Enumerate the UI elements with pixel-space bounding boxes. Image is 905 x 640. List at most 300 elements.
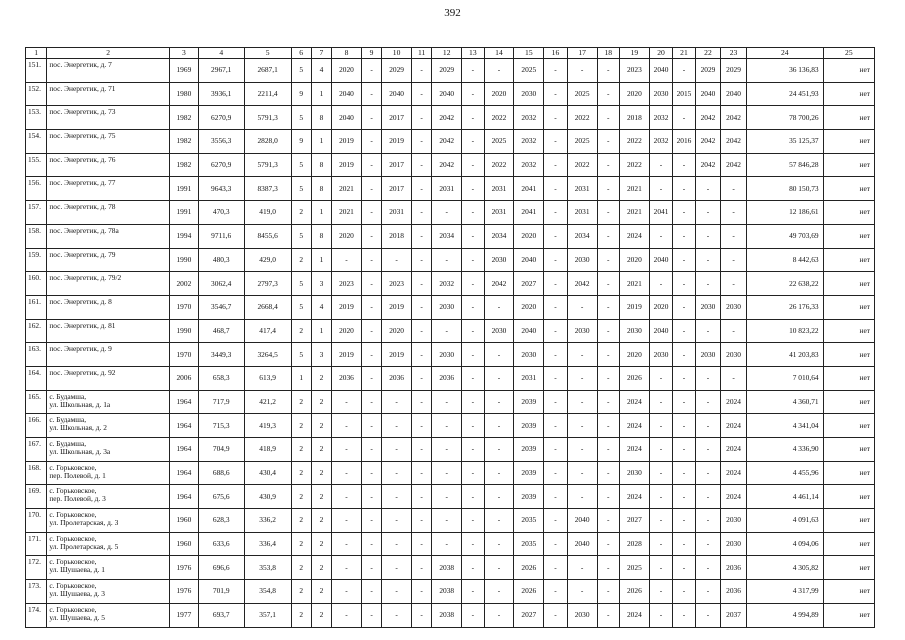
row-number: 172. [26, 556, 47, 580]
value-cell: 2022 [567, 106, 597, 130]
value-cell: 336,2 [244, 509, 291, 533]
value-cell: - [721, 201, 747, 225]
value-cell: 2 [291, 248, 311, 272]
table-row [26, 461, 875, 485]
value-cell: - [462, 532, 484, 556]
row-number: 162. [26, 319, 47, 343]
value-cell: - [432, 248, 462, 272]
value-cell: - [361, 343, 381, 367]
value-cell: 2025 [484, 130, 514, 154]
value-cell: - [361, 224, 381, 248]
value-cell: - [544, 485, 567, 509]
value-cell: - [432, 461, 462, 485]
value-cell: - [462, 319, 484, 343]
value-cell: 2030 [695, 343, 721, 367]
value-cell: - [695, 366, 721, 390]
value-cell: 2041 [649, 201, 672, 225]
value-cell: - [462, 390, 484, 414]
cost-cell: 4 317,99 [746, 580, 823, 604]
value-cell: 5 [291, 59, 311, 83]
value-cell: - [382, 532, 412, 556]
value-cell: - [544, 414, 567, 438]
address-cell [47, 603, 170, 627]
value-cell: 704,9 [198, 438, 244, 462]
value-cell: 2026 [514, 580, 544, 604]
value-cell: 2042 [432, 130, 462, 154]
row-number: 168. [26, 461, 47, 485]
address-line: с. Горьковское, [49, 581, 97, 591]
value-cell: - [649, 461, 672, 485]
value-cell: 1990 [169, 319, 198, 343]
value-cell: - [597, 461, 619, 485]
value-cell: - [673, 461, 695, 485]
value-cell: - [544, 461, 567, 485]
value-cell: 2022 [619, 153, 649, 177]
value-cell: 8455,6 [244, 224, 291, 248]
value-cell: 1964 [169, 485, 198, 509]
value-cell: - [567, 461, 597, 485]
column-header: 4 [198, 48, 244, 59]
value-cell: - [412, 248, 432, 272]
value-cell: 2030 [619, 319, 649, 343]
value-cell: - [544, 556, 567, 580]
value-cell: - [412, 130, 432, 154]
value-cell: - [412, 82, 432, 106]
value-cell: - [649, 153, 672, 177]
table-row [26, 106, 875, 130]
value-cell: 1964 [169, 461, 198, 485]
value-cell: 1980 [169, 82, 198, 106]
row-number: 171. [26, 532, 47, 556]
address-line: пос. Энергетик, д. 8 [49, 296, 112, 306]
column-header: 20 [649, 48, 672, 59]
value-cell: 2 [291, 390, 311, 414]
value-cell: - [412, 390, 432, 414]
value-cell: 1976 [169, 580, 198, 604]
value-cell: 2038 [432, 556, 462, 580]
value-cell: 2039 [514, 438, 544, 462]
value-cell: - [567, 556, 597, 580]
value-cell: - [361, 295, 381, 319]
cost-cell: 35 125,37 [746, 130, 823, 154]
cost-cell: 4 091,63 [746, 509, 823, 533]
value-cell: - [721, 319, 747, 343]
value-cell: - [361, 201, 381, 225]
value-cell: 1970 [169, 343, 198, 367]
value-cell: 2006 [169, 366, 198, 390]
value-cell: 2019 [382, 343, 412, 367]
value-cell: - [695, 556, 721, 580]
value-cell: 8 [311, 106, 331, 130]
value-cell: 2030 [484, 319, 514, 343]
value-cell: - [695, 177, 721, 201]
value-cell: - [462, 485, 484, 509]
value-cell: - [462, 201, 484, 225]
value-cell: - [673, 390, 695, 414]
value-cell: - [695, 319, 721, 343]
cost-cell: 4 994,89 [746, 603, 823, 627]
flag-cell: нет [823, 509, 874, 533]
value-cell: 2 [311, 603, 331, 627]
flag-cell: нет [823, 177, 874, 201]
value-cell: - [361, 603, 381, 627]
value-cell: 5 [291, 224, 311, 248]
value-cell: 2039 [514, 485, 544, 509]
value-cell: 2031 [567, 201, 597, 225]
value-cell: - [695, 532, 721, 556]
value-cell: 2 [291, 556, 311, 580]
value-cell: 9643,3 [198, 177, 244, 201]
flag-cell: нет [823, 59, 874, 83]
table-row [26, 82, 875, 106]
address-cell [47, 130, 170, 154]
value-cell: 2026 [619, 366, 649, 390]
value-cell: - [597, 485, 619, 509]
value-cell: 5 [291, 106, 311, 130]
value-cell: - [332, 532, 362, 556]
value-cell: 2020 [332, 224, 362, 248]
value-cell: - [597, 153, 619, 177]
value-cell: 1991 [169, 177, 198, 201]
value-cell: 2040 [332, 82, 362, 106]
value-cell: 1970 [169, 295, 198, 319]
value-cell: - [597, 390, 619, 414]
value-cell: 2668,4 [244, 295, 291, 319]
value-cell: - [597, 532, 619, 556]
column-header: 25 [823, 48, 874, 59]
value-cell: 2040 [649, 59, 672, 83]
value-cell: - [544, 106, 567, 130]
value-cell: 2687,1 [244, 59, 291, 83]
cost-cell: 22 638,22 [746, 272, 823, 296]
value-cell: 2032 [514, 106, 544, 130]
row-number: 156. [26, 177, 47, 201]
data-table [25, 47, 875, 628]
row-number: 165. [26, 390, 47, 414]
value-cell: 2029 [432, 59, 462, 83]
value-cell: 2032 [432, 272, 462, 296]
value-cell: - [332, 390, 362, 414]
value-cell: - [361, 461, 381, 485]
header-row [26, 48, 875, 59]
flag-cell: нет [823, 201, 874, 225]
value-cell: 2020 [514, 295, 544, 319]
value-cell: 2 [291, 461, 311, 485]
value-cell: 2042 [695, 130, 721, 154]
column-header: 13 [462, 48, 484, 59]
value-cell: - [484, 532, 514, 556]
table-row [26, 485, 875, 509]
value-cell: 2 [291, 438, 311, 462]
value-cell: 2024 [619, 414, 649, 438]
value-cell: 2027 [514, 272, 544, 296]
value-cell: - [361, 438, 381, 462]
value-cell: - [462, 248, 484, 272]
value-cell: 2019 [619, 295, 649, 319]
cost-cell: 4 360,71 [746, 390, 823, 414]
column-header: 15 [514, 48, 544, 59]
value-cell: 2 [291, 603, 311, 627]
value-cell: - [695, 509, 721, 533]
value-cell: 2029 [721, 59, 747, 83]
value-cell: 2 [291, 509, 311, 533]
row-number: 157. [26, 201, 47, 225]
value-cell: 2030 [432, 343, 462, 367]
value-cell: 480,3 [198, 248, 244, 272]
flag-cell: нет [823, 106, 874, 130]
value-cell: - [597, 224, 619, 248]
value-cell: - [597, 580, 619, 604]
value-cell: - [695, 461, 721, 485]
column-header: 14 [484, 48, 514, 59]
value-cell: 1964 [169, 438, 198, 462]
column-header: 2 [47, 48, 170, 59]
value-cell: - [412, 319, 432, 343]
value-cell: 3936,1 [198, 82, 244, 106]
cost-cell: 4 336,90 [746, 438, 823, 462]
value-cell: 1960 [169, 532, 198, 556]
value-cell: - [484, 461, 514, 485]
value-cell: 2 [311, 485, 331, 509]
value-cell: 2040 [382, 82, 412, 106]
value-cell: 2020 [332, 59, 362, 83]
row-number: 174. [26, 603, 47, 627]
value-cell: 2032 [649, 106, 672, 130]
value-cell: 2040 [332, 106, 362, 130]
flag-cell: нет [823, 485, 874, 509]
flag-cell: нет [823, 603, 874, 627]
value-cell: 2002 [169, 272, 198, 296]
value-cell: - [695, 272, 721, 296]
value-cell: - [597, 343, 619, 367]
value-cell: - [382, 414, 412, 438]
value-cell: - [361, 532, 381, 556]
value-cell: - [412, 106, 432, 130]
value-cell: 430,9 [244, 485, 291, 509]
value-cell: - [332, 603, 362, 627]
value-cell: 2024 [721, 390, 747, 414]
value-cell: 701,9 [198, 580, 244, 604]
row-number: 154. [26, 130, 47, 154]
value-cell: 1982 [169, 130, 198, 154]
value-cell: - [544, 390, 567, 414]
value-cell: 2 [291, 319, 311, 343]
address-line: пос. Энергетик, д. 71 [49, 83, 116, 93]
value-cell: 2031 [484, 177, 514, 201]
value-cell: 2027 [619, 509, 649, 533]
value-cell: 2017 [382, 106, 412, 130]
value-cell: 717,9 [198, 390, 244, 414]
address-line: ул. Шушаева, д. 5 [49, 612, 106, 622]
value-cell: - [412, 295, 432, 319]
value-cell: 2022 [484, 153, 514, 177]
value-cell: 2019 [332, 153, 362, 177]
value-cell: - [649, 485, 672, 509]
value-cell: 5 [291, 295, 311, 319]
value-cell: - [544, 130, 567, 154]
cost-cell: 4 305,82 [746, 556, 823, 580]
table-row [26, 59, 875, 83]
value-cell: 2037 [721, 603, 747, 627]
table-row [26, 366, 875, 390]
value-cell: - [695, 414, 721, 438]
value-cell: 2021 [619, 177, 649, 201]
value-cell: - [673, 153, 695, 177]
row-number: 173. [26, 580, 47, 604]
value-cell: - [544, 603, 567, 627]
value-cell: - [695, 485, 721, 509]
value-cell: 4 [311, 295, 331, 319]
value-cell: 2039 [514, 461, 544, 485]
cost-cell: 57 846,28 [746, 153, 823, 177]
value-cell: 2031 [567, 177, 597, 201]
value-cell: - [544, 272, 567, 296]
value-cell: - [462, 153, 484, 177]
address-line: с. Будамша, [49, 391, 87, 401]
value-cell: - [484, 603, 514, 627]
value-cell: 2 [311, 366, 331, 390]
value-cell: 2017 [382, 153, 412, 177]
value-cell: - [382, 438, 412, 462]
value-cell: - [462, 295, 484, 319]
value-cell: - [484, 414, 514, 438]
value-cell: 2030 [721, 532, 747, 556]
value-cell: 2 [291, 485, 311, 509]
value-cell: - [695, 603, 721, 627]
value-cell: 2030 [567, 603, 597, 627]
address-line: ул. Шушаева, д. 3 [49, 589, 106, 599]
value-cell: - [649, 580, 672, 604]
value-cell: 2038 [432, 603, 462, 627]
value-cell: - [649, 224, 672, 248]
value-cell: 2019 [382, 295, 412, 319]
flag-cell: нет [823, 130, 874, 154]
value-cell: 2038 [432, 580, 462, 604]
flag-cell: нет [823, 153, 874, 177]
table-row [26, 580, 875, 604]
value-cell: 2040 [432, 82, 462, 106]
column-header: 23 [721, 48, 747, 59]
value-cell: 2042 [484, 272, 514, 296]
value-cell: 2 [311, 438, 331, 462]
value-cell: 3449,3 [198, 343, 244, 367]
value-cell: 2040 [721, 82, 747, 106]
value-cell: - [673, 485, 695, 509]
value-cell: - [544, 82, 567, 106]
value-cell: 693,7 [198, 603, 244, 627]
address-line: пос. Энергетик, д. 7 [49, 60, 112, 69]
value-cell: - [597, 319, 619, 343]
value-cell: 430,4 [244, 461, 291, 485]
value-cell: - [361, 153, 381, 177]
table-row [26, 177, 875, 201]
value-cell: 2042 [721, 106, 747, 130]
value-cell: 2030 [484, 248, 514, 272]
address-cell [47, 272, 170, 296]
address-line: пос. Энергетик, д. 77 [49, 178, 116, 188]
value-cell: 2024 [721, 485, 747, 509]
value-cell: - [567, 438, 597, 462]
address-cell [47, 248, 170, 272]
value-cell: 2042 [695, 153, 721, 177]
value-cell: - [649, 414, 672, 438]
value-cell: - [432, 201, 462, 225]
value-cell: - [597, 603, 619, 627]
value-cell: - [361, 556, 381, 580]
value-cell: 1 [311, 201, 331, 225]
value-cell: 2 [311, 532, 331, 556]
value-cell: 2036 [382, 366, 412, 390]
value-cell: - [695, 201, 721, 225]
value-cell: - [412, 414, 432, 438]
value-cell: - [382, 485, 412, 509]
value-cell: - [649, 177, 672, 201]
flag-cell: нет [823, 438, 874, 462]
value-cell: - [649, 556, 672, 580]
value-cell: - [332, 509, 362, 533]
value-cell: - [649, 532, 672, 556]
column-header: 9 [361, 48, 381, 59]
value-cell: - [597, 106, 619, 130]
value-cell: - [597, 130, 619, 154]
value-cell: - [462, 603, 484, 627]
address-cell [47, 153, 170, 177]
row-number: 159. [26, 248, 47, 272]
value-cell: 2039 [514, 414, 544, 438]
value-cell: 421,2 [244, 390, 291, 414]
value-cell: - [567, 580, 597, 604]
value-cell: - [361, 106, 381, 130]
table-row [26, 224, 875, 248]
value-cell: - [432, 438, 462, 462]
flag-cell: нет [823, 580, 874, 604]
flag-cell: нет [823, 390, 874, 414]
value-cell: 6270,9 [198, 106, 244, 130]
value-cell: - [544, 177, 567, 201]
value-cell: 2025 [514, 59, 544, 83]
value-cell: - [544, 532, 567, 556]
value-cell: - [649, 272, 672, 296]
value-cell: 2 [311, 461, 331, 485]
address-line: пос. Энергетик, д. 92 [49, 367, 116, 377]
value-cell: - [484, 59, 514, 83]
value-cell: - [361, 248, 381, 272]
value-cell: - [382, 603, 412, 627]
row-number: 155. [26, 153, 47, 177]
value-cell: 5 [291, 153, 311, 177]
value-cell: 2025 [619, 556, 649, 580]
address-cell [47, 59, 170, 83]
value-cell: - [412, 438, 432, 462]
address-line: ул. Пролетарская, д. 5 [49, 541, 119, 551]
value-cell: 2020 [382, 319, 412, 343]
table-row [26, 343, 875, 367]
value-cell: 2036 [432, 366, 462, 390]
value-cell: 628,3 [198, 509, 244, 533]
value-cell: 2032 [649, 130, 672, 154]
value-cell: - [412, 59, 432, 83]
value-cell: 2019 [332, 130, 362, 154]
value-cell: - [597, 556, 619, 580]
value-cell: - [567, 366, 597, 390]
column-header: 18 [597, 48, 619, 59]
value-cell: - [597, 438, 619, 462]
cost-cell: 12 186,61 [746, 201, 823, 225]
address-line: с. Горьковское, [49, 486, 97, 496]
value-cell: - [695, 248, 721, 272]
value-cell: 2022 [619, 130, 649, 154]
value-cell: - [544, 295, 567, 319]
